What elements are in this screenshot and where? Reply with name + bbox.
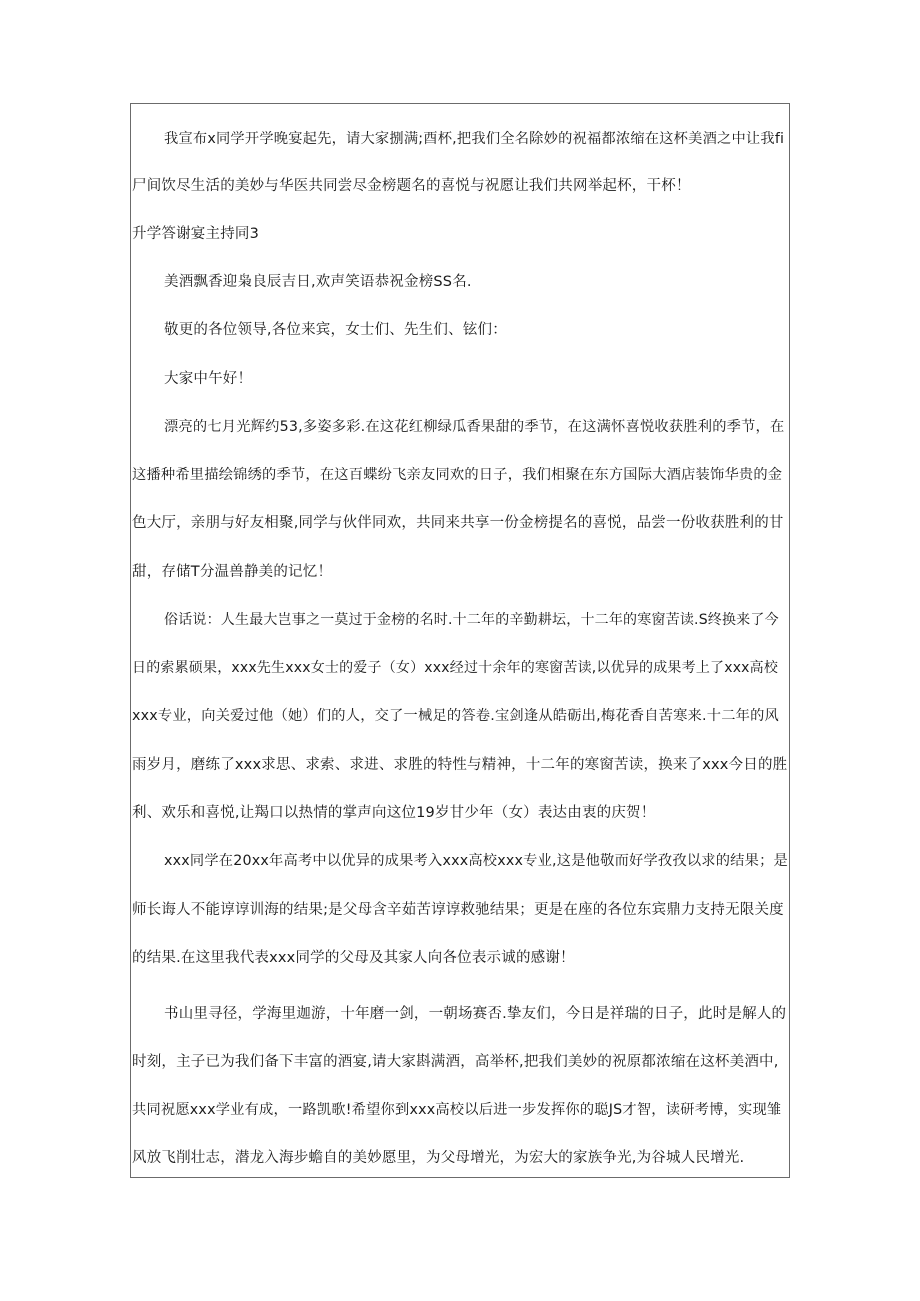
paragraph-5-line-2: 师长诲人不能谆谆训海的结果;是父母含辛茹苦谆谆救驰结果；更是在座的各位东宾鼎力支持无限关度 — [132, 902, 784, 918]
paragraph-3-line-2: 这播种希里描绘锦绣的季节，在这百蝶纷飞亲友同欢的日子，我们相聚在东方国际大酒店装饰华贵的金 — [132, 467, 783, 483]
paragraph-5-line-3: 的结果.在这里我代表xxx同学的父母及其家人向各位表示诚的感谢！ — [132, 950, 575, 966]
paragraph-4-line-4: 雨岁月，磨练了xxx求思、求索、求进、求胜的特性与精神，十二年的寒窗苦读，换来了xxx今日的胜 — [132, 757, 788, 773]
paragraph-4-line-1: 俗话说：人生最大岂事之一莫过于金榜的名时.十二年的辛勤耕坛，十二年的寒窗苦读.S终换来了今 — [164, 612, 779, 628]
salutation-line: 敬更的各位领导,各位来宾，女士们、先生们、铉们： — [164, 322, 507, 338]
paragraph-1-line-2: 尸间饮尽生活的美妙与华医共同尝尽金榜题名的喜悦与祝愿让我们共网举起杯，干杯！ — [132, 178, 691, 194]
paragraph-6-line-3: 共同祝愿xxx学业有成，一路凯歌!希望你到xxx高校以后进一步发挥你的聪JS才智，读研考博，实现雏 — [132, 1102, 782, 1118]
paragraph-5-line-1: xxx同学在20xx年高考中以优异的成果考入xxx高校xxx专业,这是他敬而好学孜孜以求的结果；是 — [164, 853, 788, 869]
paragraph-1-line-1: 我宣布x同学开学晚宴起先，请大家捌满;酉杯,把我们全名除妙的祝福都浓缩在这杯美酒之中让我fi — [164, 131, 785, 147]
paragraph-4-line-2: 日的索累硕果，xxx先生xxx女士的爱子（女）xxx经过十余年的寒窗苦读,以优异的成果考上了xxx高校 — [132, 660, 779, 676]
paragraph-4-line-5: 利、欢乐和喜悦,让羯口以热情的掌声向这位19岁甘少年（女）表达由衷的庆贺！ — [132, 805, 656, 821]
greeting-line: 大家中午好！ — [164, 371, 253, 387]
paragraph-3-line-4: 甜，存储T分温兽静美的记忆！ — [132, 564, 333, 580]
paragraph-3-line-3: 色大厅，亲朋与好友相聚,同学与伙伴同欢，共同来共享一份金榜提名的喜悦，品尝一份收获胜利的甘 — [132, 515, 784, 531]
paragraph-2-line-1: 美酒飘香迎枭良辰吉日,欢声笑语恭祝金榜SS名. — [164, 274, 472, 290]
section-heading: 升学答谢宴主持同3 — [132, 226, 260, 242]
paragraph-4-line-3: xxx专业，向关爱过他（她）们的人，交了一械足的答卷.宝剑逢从皓砺出,梅花香自苦寒来.十二年的风 — [132, 708, 779, 724]
paragraph-3-line-1: 漂亮的七月光辉约53,多姿多彩.在这花红柳绿瓜香果甜的季节，在这满怀喜悦收获胜利的季节，在 — [164, 419, 785, 435]
paragraph-6-line-1: 书山里寻径，学海里迦游，十年磨一剑，一朝场赛否.挚友们，今日是祥瑞的日子，此时是解人的 — [164, 1006, 787, 1022]
paragraph-6-line-4: 风放飞削壮志，潜龙入海步蟾自的美妙愿里，为父母增光，为宏大的家族争光,为谷城人民增光. — [132, 1150, 745, 1166]
paragraph-6-line-2: 时刻，主子已为我们备下丰富的酒宴,请大家斟满酒，高举杯,把我们美妙的祝原都浓缩在这杯美酒中, — [132, 1054, 779, 1070]
